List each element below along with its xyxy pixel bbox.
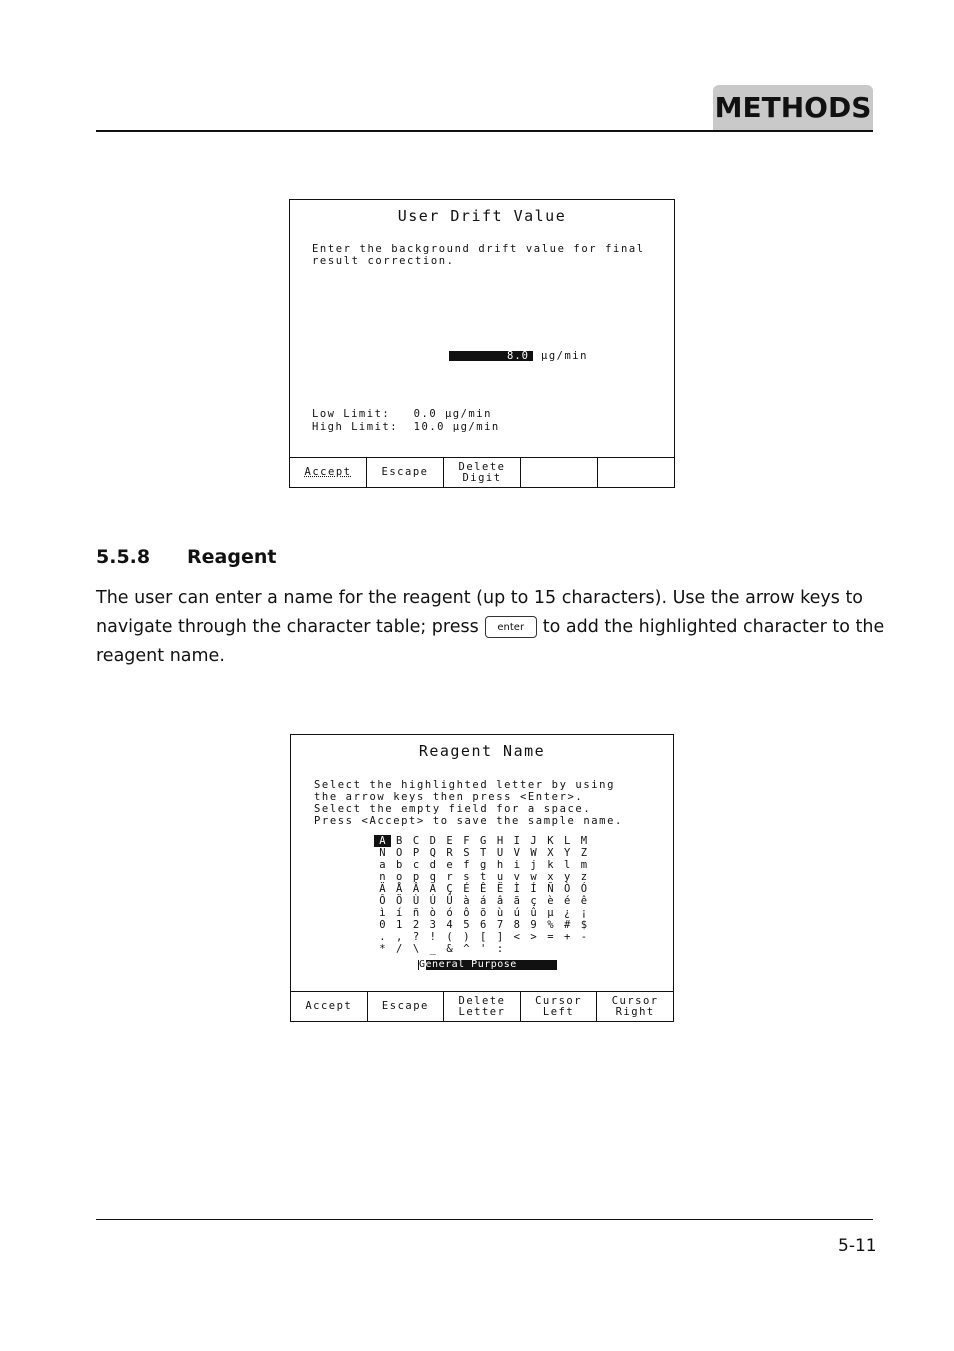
softkey-empty-5[interactable] bbox=[598, 458, 674, 487]
char-row bbox=[374, 931, 592, 943]
char-cell[interactable]: A bbox=[374, 835, 391, 847]
char-cell[interactable]: L bbox=[564, 835, 571, 847]
char-cell[interactable]: Ê bbox=[480, 883, 487, 895]
screen-instructions: Enter the background drift value for final result correction. bbox=[312, 243, 645, 267]
char-cell[interactable]: ' bbox=[480, 943, 487, 955]
char-cell[interactable]: q bbox=[429, 871, 436, 883]
char-cell[interactable]: D bbox=[429, 835, 436, 847]
char-row bbox=[374, 907, 592, 919]
char-cell[interactable]: i bbox=[513, 859, 520, 871]
drift-value-field[interactable]: 8.0 bbox=[449, 351, 533, 361]
drift-unit: µg/min bbox=[541, 350, 588, 362]
softkey-bar bbox=[290, 457, 674, 487]
char-cell[interactable]: á bbox=[480, 895, 487, 907]
char-cell[interactable]: Ò bbox=[564, 883, 571, 895]
screen-title: Reagent Name bbox=[418, 742, 546, 760]
char-cell[interactable]: ì bbox=[379, 907, 386, 919]
char-cell[interactable]: Ù bbox=[412, 895, 420, 907]
char-cell[interactable]: ! bbox=[429, 931, 436, 943]
char-cell[interactable]: F bbox=[463, 835, 470, 847]
character-table[interactable] bbox=[374, 835, 592, 955]
char-cell[interactable]: j bbox=[530, 859, 537, 871]
char-cell[interactable]: W bbox=[530, 847, 537, 859]
char-cell[interactable]: k bbox=[547, 859, 554, 871]
text-cursor: G bbox=[419, 959, 426, 970]
char-cell[interactable]: + bbox=[564, 931, 571, 943]
char-cell[interactable]: * bbox=[379, 943, 386, 955]
high-limit: High Limit: 10.0 µg/min bbox=[312, 421, 500, 433]
char-cell[interactable]: : bbox=[496, 943, 504, 955]
char-cell[interactable]: N bbox=[379, 847, 386, 859]
char-cell[interactable]: H bbox=[496, 835, 504, 847]
char-cell[interactable]: ) bbox=[463, 931, 470, 943]
char-cell[interactable]: u bbox=[496, 871, 504, 883]
char-cell[interactable]: o bbox=[396, 871, 403, 883]
char-cell[interactable]: B bbox=[396, 835, 403, 847]
char-cell[interactable]: _ bbox=[429, 943, 436, 955]
char-cell[interactable]: ê bbox=[580, 895, 588, 907]
char-cell[interactable]: 1 bbox=[396, 919, 403, 931]
char-cell[interactable]: J bbox=[530, 835, 537, 847]
softkey-cursor-right[interactable]: Cursor Right bbox=[611, 994, 659, 1018]
char-cell[interactable]: Ñ bbox=[547, 883, 554, 895]
reagent-name-screen bbox=[290, 734, 674, 1022]
char-cell[interactable]: 5 bbox=[463, 919, 470, 931]
char-cell[interactable]: K bbox=[547, 835, 554, 847]
char-cell[interactable] bbox=[576, 943, 593, 955]
paragraph-text: navigate through the character table; press bbox=[96, 617, 479, 637]
char-cell[interactable] bbox=[542, 943, 559, 955]
char-cell[interactable]: õ bbox=[480, 907, 487, 919]
char-cell[interactable]: ú bbox=[513, 907, 520, 919]
char-cell[interactable]: ] bbox=[496, 931, 504, 943]
char-row bbox=[374, 895, 592, 907]
char-cell[interactable]: - bbox=[580, 931, 588, 943]
char-cell[interactable]: m bbox=[580, 859, 588, 871]
char-cell[interactable]: µ bbox=[547, 907, 554, 919]
char-cell[interactable]: V bbox=[513, 847, 520, 859]
low-limit: Low Limit: 0.0 µg/min bbox=[312, 408, 492, 420]
char-cell[interactable]: P bbox=[412, 847, 420, 859]
char-cell[interactable]: è bbox=[547, 895, 554, 907]
char-cell[interactable]: Y bbox=[564, 847, 571, 859]
section-title: Reagent bbox=[187, 546, 277, 568]
char-cell[interactable] bbox=[508, 943, 525, 955]
char-cell[interactable]: / bbox=[396, 943, 403, 955]
char-row bbox=[374, 859, 592, 871]
char-cell[interactable]: Z bbox=[580, 847, 588, 859]
char-cell[interactable]: Û bbox=[446, 895, 453, 907]
section-paragraph bbox=[96, 584, 885, 671]
char-cell[interactable]: 7 bbox=[496, 919, 504, 931]
char-cell[interactable]: Å bbox=[396, 883, 403, 895]
char-cell[interactable]: é bbox=[564, 895, 571, 907]
char-cell[interactable] bbox=[559, 943, 576, 955]
char-cell[interactable]: w bbox=[530, 871, 537, 883]
char-cell[interactable]: Ì bbox=[513, 883, 520, 895]
char-cell[interactable]: 8 bbox=[513, 919, 520, 931]
char-cell[interactable]: ù bbox=[496, 907, 504, 919]
softkey-escape[interactable]: Escape bbox=[367, 458, 444, 487]
char-cell[interactable]: # bbox=[564, 919, 571, 931]
softkey-delete-digit[interactable]: Delete Digit bbox=[444, 458, 521, 487]
char-cell[interactable]: Q bbox=[429, 847, 436, 859]
softkey-escape[interactable]: Escape bbox=[368, 992, 445, 1021]
paragraph-line: reagent name. bbox=[96, 646, 225, 666]
char-cell[interactable]: c bbox=[412, 859, 420, 871]
char-cell[interactable]: z bbox=[580, 871, 588, 883]
char-cell[interactable]: C bbox=[412, 835, 420, 847]
char-cell[interactable]: 4 bbox=[446, 919, 453, 931]
char-cell[interactable]: û bbox=[530, 907, 537, 919]
char-cell[interactable]: ç bbox=[530, 895, 537, 907]
char-cell[interactable]: p bbox=[412, 871, 420, 883]
char-row bbox=[374, 847, 592, 859]
char-cell[interactable]: a bbox=[379, 859, 386, 871]
char-cell[interactable]: > bbox=[530, 931, 537, 943]
char-cell[interactable]: ^ bbox=[463, 943, 470, 955]
char-row bbox=[374, 883, 592, 895]
char-cell[interactable]: ò bbox=[429, 907, 436, 919]
char-cell[interactable]: & bbox=[446, 943, 453, 955]
softkey-bar bbox=[291, 991, 673, 1021]
char-cell[interactable]: t bbox=[480, 871, 487, 883]
char-cell[interactable]: ñ bbox=[412, 907, 420, 919]
char-cell[interactable]: h bbox=[496, 859, 504, 871]
char-cell[interactable]: n bbox=[379, 871, 386, 883]
char-cell[interactable]: Â bbox=[412, 883, 420, 895]
char-cell[interactable]: Ö bbox=[396, 895, 403, 907]
char-cell[interactable]: y bbox=[564, 871, 571, 883]
section-heading bbox=[96, 546, 276, 568]
char-cell[interactable]: ¿ bbox=[564, 907, 571, 919]
char-cell[interactable]: l bbox=[564, 859, 571, 871]
char-cell[interactable]: S bbox=[463, 847, 470, 859]
char-cell[interactable]: G bbox=[480, 835, 487, 847]
softkey-accept[interactable]: Accept bbox=[291, 992, 368, 1021]
char-cell[interactable]: b bbox=[396, 859, 403, 871]
char-cell[interactable] bbox=[525, 943, 542, 955]
paragraph-line: The user can enter a name for the reagent (up to 15 characters). Use the arrow keys to bbox=[96, 588, 864, 608]
header-rule bbox=[96, 130, 873, 132]
char-cell[interactable]: O bbox=[396, 847, 403, 859]
screen-title: User Drift Value bbox=[397, 207, 567, 225]
char-cell[interactable]: Ú bbox=[429, 895, 436, 907]
char-cell[interactable]: 9 bbox=[530, 919, 537, 931]
char-cell[interactable]: 0 bbox=[379, 919, 386, 931]
char-cell[interactable]: g bbox=[480, 859, 487, 871]
char-cell[interactable]: $ bbox=[580, 919, 588, 931]
paragraph-line bbox=[96, 613, 885, 642]
char-cell[interactable]: M bbox=[580, 835, 588, 847]
char-cell[interactable]: s bbox=[463, 871, 470, 883]
char-cell[interactable]: \ bbox=[412, 943, 420, 955]
char-cell[interactable]: I bbox=[513, 835, 520, 847]
char-cell[interactable]: U bbox=[496, 847, 504, 859]
char-cell[interactable]: ã bbox=[513, 895, 520, 907]
char-cell[interactable]: E bbox=[446, 835, 453, 847]
char-cell[interactable]: ( bbox=[446, 931, 453, 943]
char-cell[interactable]: x bbox=[547, 871, 554, 883]
char-cell[interactable]: â bbox=[496, 895, 504, 907]
reagent-name-text: eneral Purpose bbox=[425, 959, 517, 970]
char-cell[interactable]: ¡ bbox=[580, 907, 588, 919]
char-cell[interactable]: f bbox=[463, 859, 470, 871]
softkey-label: Accept bbox=[304, 466, 352, 478]
char-cell[interactable]: X bbox=[547, 847, 554, 859]
char-cell[interactable]: d bbox=[429, 859, 436, 871]
char-cell[interactable]: ? bbox=[412, 931, 420, 943]
section-tab: METHODS bbox=[713, 85, 873, 131]
softkey-accept[interactable] bbox=[290, 458, 367, 487]
softkey-cursor-left[interactable]: Cursor Left bbox=[521, 992, 598, 1021]
footer-rule bbox=[96, 1219, 873, 1220]
char-row bbox=[374, 835, 592, 847]
char-cell[interactable]: = bbox=[547, 931, 554, 943]
char-cell[interactable]: . bbox=[379, 931, 386, 943]
char-cell[interactable]: r bbox=[446, 871, 453, 883]
char-row bbox=[374, 919, 592, 931]
user-drift-value-screen bbox=[289, 199, 675, 488]
char-cell[interactable]: Ç bbox=[446, 883, 453, 895]
char-cell[interactable]: Í bbox=[530, 883, 537, 895]
char-cell[interactable]: Ó bbox=[580, 883, 588, 895]
char-cell[interactable]: 3 bbox=[429, 919, 436, 931]
softkey-empty-4[interactable] bbox=[521, 458, 598, 487]
char-cell[interactable]: < bbox=[513, 931, 520, 943]
char-cell[interactable]: à bbox=[463, 895, 470, 907]
char-cell[interactable]: í bbox=[396, 907, 403, 919]
char-cell[interactable]: % bbox=[547, 919, 554, 931]
paragraph-text: to add the highlighted character to the bbox=[542, 617, 885, 637]
char-cell[interactable]: v bbox=[513, 871, 520, 883]
char-cell[interactable]: ô bbox=[463, 907, 470, 919]
char-cell[interactable]: Ë bbox=[496, 883, 504, 895]
reagent-name-field[interactable] bbox=[418, 960, 557, 970]
char-cell[interactable]: É bbox=[463, 883, 470, 895]
char-cell[interactable]: Ä bbox=[379, 883, 386, 895]
char-cell[interactable]: 2 bbox=[412, 919, 420, 931]
enter-key-icon: enter bbox=[485, 616, 537, 638]
page-number: 5-11 bbox=[838, 1236, 877, 1256]
char-cell[interactable]: T bbox=[480, 847, 487, 859]
char-row bbox=[374, 871, 592, 883]
char-cell[interactable]: Ô bbox=[379, 895, 386, 907]
char-cell[interactable]: e bbox=[446, 859, 453, 871]
softkey-delete-letter[interactable]: Delete Letter bbox=[444, 992, 521, 1021]
char-cell[interactable]: [ bbox=[480, 931, 487, 943]
char-cell[interactable]: 6 bbox=[480, 919, 487, 931]
char-row bbox=[374, 943, 592, 955]
screen-instructions: Select the highlighted letter by using the arrow keys then press <Enter>. Select the empty field for a space. Press <Accept> to save the sample name. bbox=[314, 779, 623, 827]
char-cell[interactable]: ó bbox=[446, 907, 453, 919]
section-number: 5.5.8 bbox=[96, 546, 151, 568]
char-cell[interactable]: , bbox=[396, 931, 403, 943]
char-cell[interactable]: R bbox=[446, 847, 453, 859]
char-cell[interactable]: Ã bbox=[429, 883, 436, 895]
